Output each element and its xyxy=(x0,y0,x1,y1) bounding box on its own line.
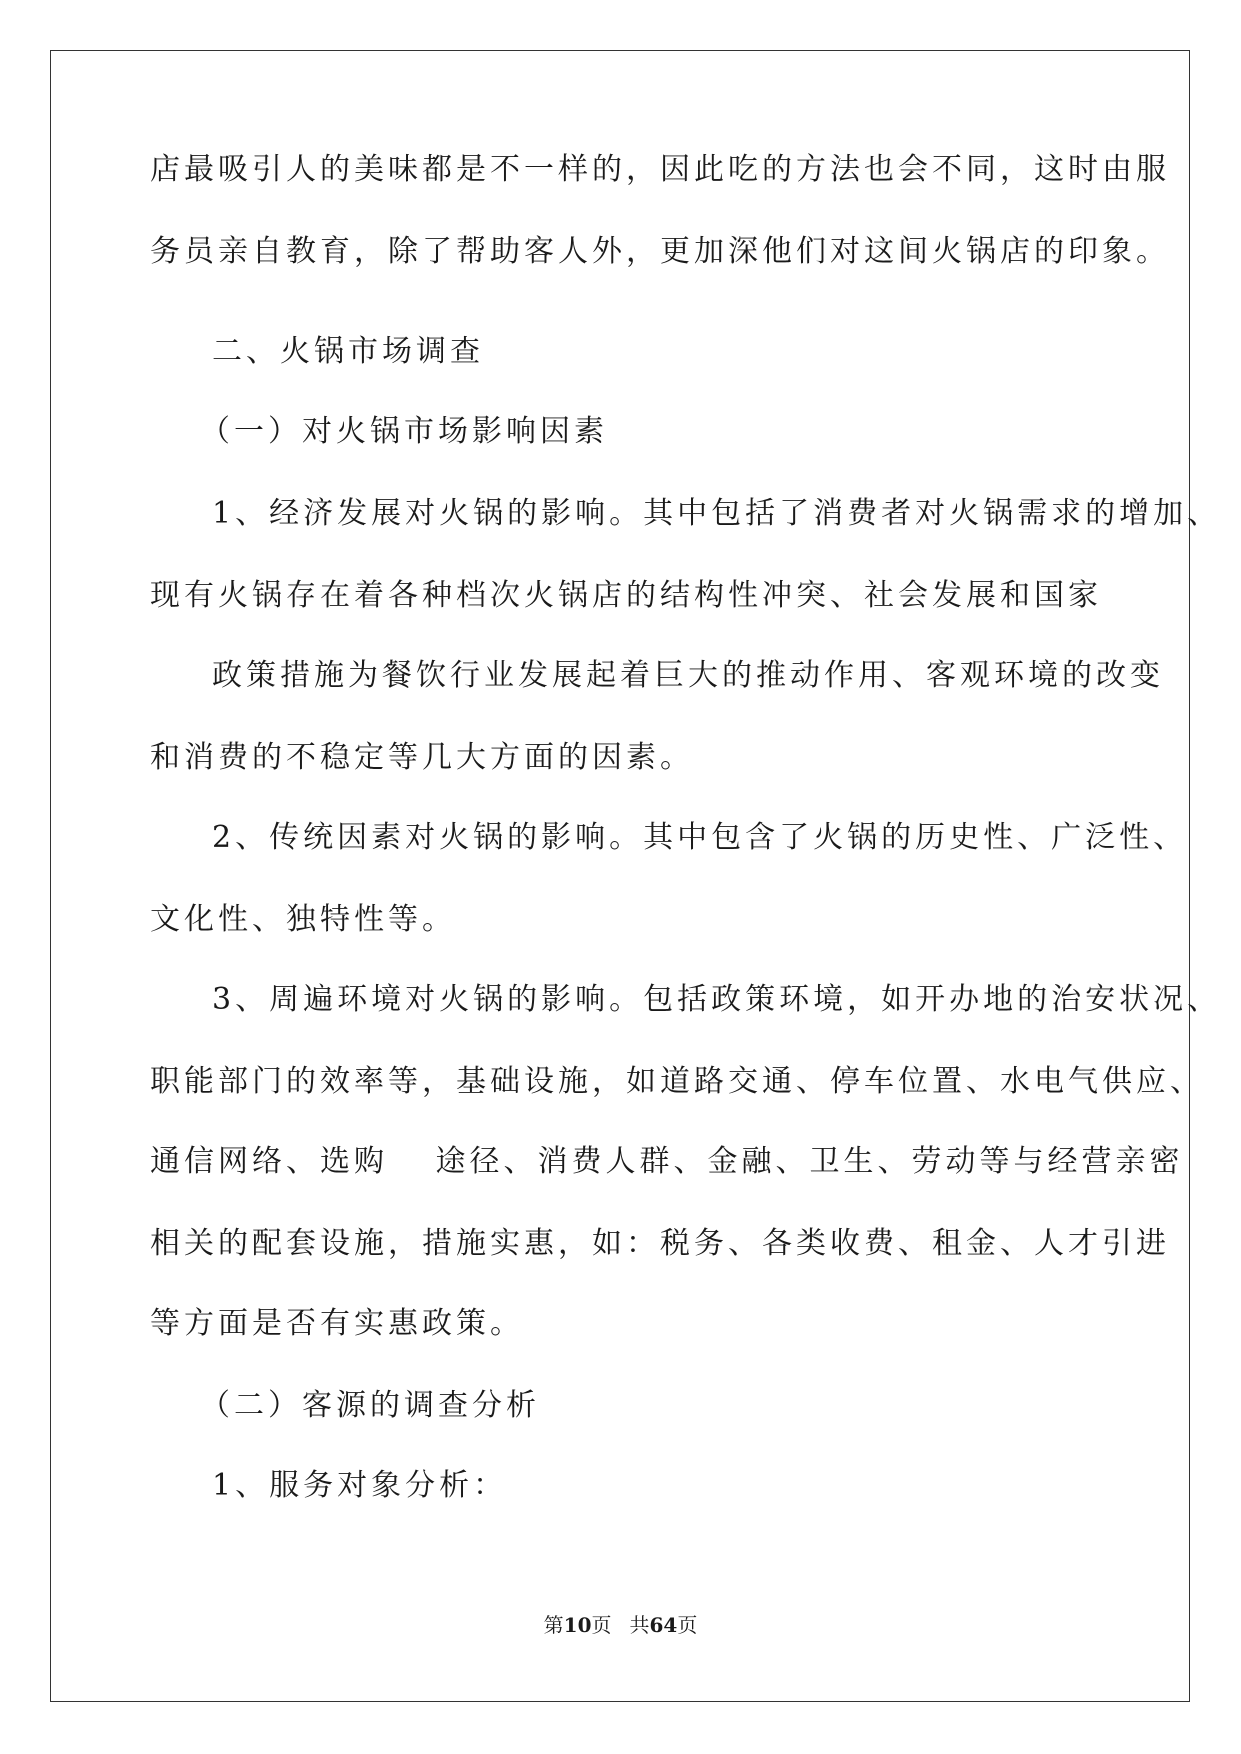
total-unit: 页 xyxy=(677,1613,698,1637)
page-number: 10 xyxy=(563,1613,592,1637)
paragraph-line: 务员亲自教育，除了帮助客人外，更加深他们对这间火锅店的印象。 xyxy=(150,234,1170,269)
paragraph-line: 文化性、独特性等。 xyxy=(150,902,456,937)
paragraph-line: 3、周遍环境对火锅的影响。包括政策环境，如开办地的治安状况、 xyxy=(212,982,1222,1017)
paragraph-line: 通信网络、选购 途径、消费人群、金融、卫生、劳动等与经营亲密 xyxy=(150,1144,1184,1179)
subsection-heading: （一）对火锅市场影响因素 xyxy=(200,414,608,449)
page-unit: 页 xyxy=(591,1613,612,1637)
paragraph-line: 2、传统因素对火锅的影响。其中包含了火锅的历史性、广泛性、 xyxy=(212,820,1188,855)
paragraph-line: 相关的配套设施，措施实惠，如：税务、各类收费、租金、人才引进 xyxy=(150,1226,1170,1261)
paragraph-line: 和消费的不稳定等几大方面的因素。 xyxy=(150,740,694,775)
total-pages: 64 xyxy=(649,1613,678,1637)
subsection-heading: （二）客源的调查分析 xyxy=(200,1388,540,1423)
paragraph-line: 1、服务对象分析： xyxy=(212,1468,508,1503)
paragraph-line: 现有火锅存在着各种档次火锅店的结构性冲突、社会发展和国家 xyxy=(150,578,1102,613)
paragraph-line: 政策措施为餐饮行业发展起着巨大的推动作用、客观环境的改变 xyxy=(212,658,1164,693)
total-prefix: 共 xyxy=(629,1613,650,1637)
page-prefix: 第 xyxy=(543,1613,564,1637)
paragraph-line: 1、经济发展对火锅的影响。其中包括了消费者对火锅需求的增加、 xyxy=(212,496,1222,531)
paragraph-line: 职能部门的效率等，基础设施，如道路交通、停车位置、水电气供应、 xyxy=(150,1064,1204,1099)
section-heading: 二、火锅市场调查 xyxy=(212,334,484,369)
page-border xyxy=(50,50,1190,1702)
paragraph-line: 店最吸引人的美味都是不一样的，因此吃的方法也会不同，这时由服 xyxy=(150,152,1170,187)
page-footer xyxy=(0,1612,1241,1638)
paragraph-line: 等方面是否有实惠政策。 xyxy=(150,1306,524,1341)
